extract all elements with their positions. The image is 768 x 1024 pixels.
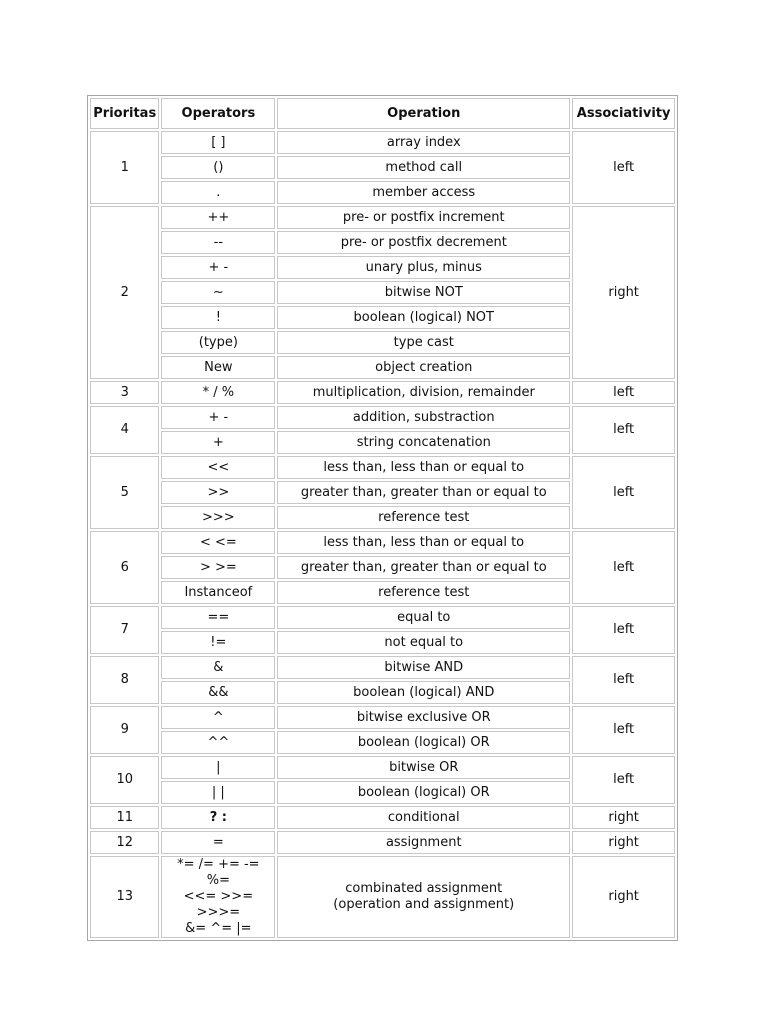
associativity-cell: left [572, 756, 675, 804]
operators-cell: != [161, 631, 275, 654]
operation-line: (operation and assignment) [333, 897, 515, 912]
operation-cell: conditional [277, 806, 570, 829]
operators-cell: < <= [161, 531, 275, 554]
header-operators: Operators [161, 98, 275, 129]
operators-cell: + - [161, 256, 275, 279]
header-priority: Prioritas [90, 98, 159, 129]
operation-cell: type cast [277, 331, 570, 354]
operation-cell: pre- or postfix increment [277, 206, 570, 229]
table-header-row [90, 98, 675, 129]
operators-line: *= /= += -= %= [177, 857, 260, 888]
operators-cell: ++ [161, 206, 275, 229]
priority-cell: 3 [90, 381, 159, 404]
operation-cell: boolean (logical) NOT [277, 306, 570, 329]
header-operation: Operation [277, 98, 570, 129]
associativity-cell: left [572, 706, 675, 754]
associativity-cell: left [572, 381, 675, 404]
operation-cell: multiplication, division, remainder [277, 381, 570, 404]
operation-cell: less than, less than or equal to [277, 456, 570, 479]
operators-cell: == [161, 606, 275, 629]
table-row [90, 706, 675, 729]
table-row [90, 856, 675, 938]
operation-line: combinated assignment [345, 881, 503, 896]
operation-cell: reference test [277, 506, 570, 529]
associativity-cell: left [572, 131, 675, 204]
operation-cell: string concatenation [277, 431, 570, 454]
priority-cell: 2 [90, 206, 159, 379]
associativity-cell: left [572, 606, 675, 654]
operators-cell: >>> [161, 506, 275, 529]
operation-cell: greater than, greater than or equal to [277, 481, 570, 504]
operators-cell: & [161, 656, 275, 679]
operators-line: &= ^= |= [185, 921, 252, 936]
operation-cell: bitwise AND [277, 656, 570, 679]
operators-cell: [ ] [161, 131, 275, 154]
table-row [90, 456, 675, 479]
priority-cell: 10 [90, 756, 159, 804]
operators-cell: ^^ [161, 731, 275, 754]
table-row [90, 131, 675, 154]
table-body [90, 131, 675, 938]
associativity-cell: right [572, 206, 675, 379]
associativity-cell: right [572, 831, 675, 854]
priority-cell: 8 [90, 656, 159, 704]
operators-cell: + - [161, 406, 275, 429]
operation-cell: bitwise NOT [277, 281, 570, 304]
operators-cell: | | [161, 781, 275, 804]
operation-cell: not equal to [277, 631, 570, 654]
associativity-cell: right [572, 806, 675, 829]
operation-cell: array index [277, 131, 570, 154]
operators-cell: () [161, 156, 275, 179]
operators-cell: ! [161, 306, 275, 329]
table-row [90, 806, 675, 829]
operators-cell: > >= [161, 556, 275, 579]
operators-cell: ^ [161, 706, 275, 729]
operators-cell: . [161, 181, 275, 204]
operators-cell: = [161, 831, 275, 854]
operation-cell: method call [277, 156, 570, 179]
table-row [90, 756, 675, 779]
operators-cell: (type) [161, 331, 275, 354]
operation-cell: greater than, greater than or equal to [277, 556, 570, 579]
operators-cell: << [161, 456, 275, 479]
priority-cell: 9 [90, 706, 159, 754]
priority-cell: 5 [90, 456, 159, 529]
header-associativity: Associativity [572, 98, 675, 129]
priority-cell: 12 [90, 831, 159, 854]
operators-cell: New [161, 356, 275, 379]
operators-cell: >> [161, 481, 275, 504]
table-row [90, 831, 675, 854]
operators-cell: * / % [161, 381, 275, 404]
operators-cell: && [161, 681, 275, 704]
priority-cell: 11 [90, 806, 159, 829]
operation-cell: member access [277, 181, 570, 204]
operation-cell [277, 856, 570, 938]
associativity-cell: left [572, 456, 675, 529]
table-row [90, 531, 675, 554]
operation-cell: equal to [277, 606, 570, 629]
table-row [90, 381, 675, 404]
operators-cell: + [161, 431, 275, 454]
associativity-cell: left [572, 406, 675, 454]
priority-cell: 4 [90, 406, 159, 454]
operation-cell: boolean (logical) OR [277, 731, 570, 754]
operation-cell: assignment [277, 831, 570, 854]
associativity-cell: right [572, 856, 675, 938]
table-row [90, 406, 675, 429]
operator-precedence-table [87, 95, 678, 941]
operation-cell: less than, less than or equal to [277, 531, 570, 554]
operators-cell: -- [161, 231, 275, 254]
operation-cell: boolean (logical) AND [277, 681, 570, 704]
operation-cell: boolean (logical) OR [277, 781, 570, 804]
priority-cell: 6 [90, 531, 159, 604]
operators-cell: | [161, 756, 275, 779]
operation-cell: object creation [277, 356, 570, 379]
operation-cell: addition, substraction [277, 406, 570, 429]
operation-cell: bitwise OR [277, 756, 570, 779]
operation-cell: unary plus, minus [277, 256, 570, 279]
operation-cell: reference test [277, 581, 570, 604]
priority-cell: 7 [90, 606, 159, 654]
operators-line: <<= >>= >>>= [183, 889, 254, 920]
priority-cell: 1 [90, 131, 159, 204]
operators-cell: ? : [161, 806, 275, 829]
operators-cell: Instanceof [161, 581, 275, 604]
table-row [90, 606, 675, 629]
operation-cell: bitwise exclusive OR [277, 706, 570, 729]
priority-cell: 13 [90, 856, 159, 938]
operators-cell [161, 856, 275, 938]
table-row [90, 206, 675, 229]
operation-cell: pre- or postfix decrement [277, 231, 570, 254]
associativity-cell: left [572, 531, 675, 604]
associativity-cell: left [572, 656, 675, 704]
operators-cell: ~ [161, 281, 275, 304]
table-row [90, 656, 675, 679]
